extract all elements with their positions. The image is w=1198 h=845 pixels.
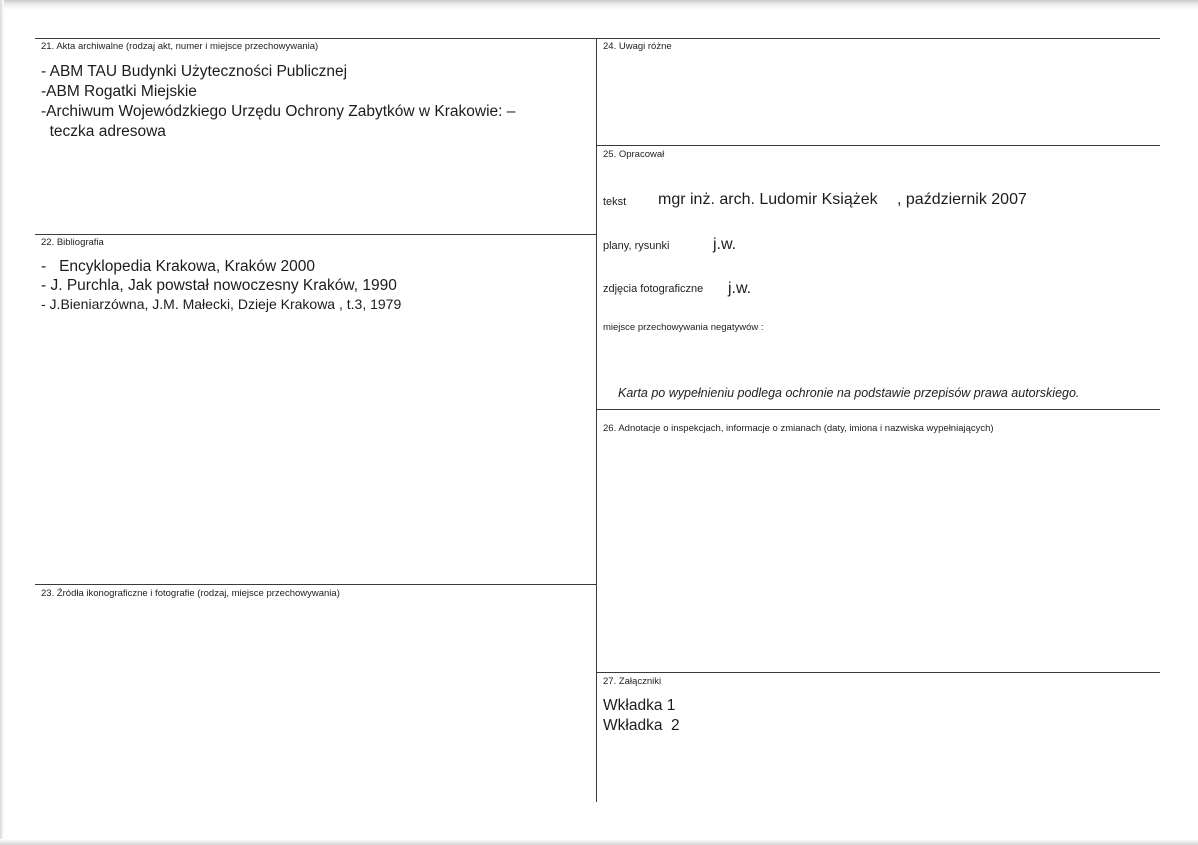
bibliography-item: - J.Bieniarzówna, J.M. Małecki, Dzieje Krakowa , t.3, 1979 [41,296,402,312]
archive-item: teczka adresowa [41,123,166,140]
zdjecia-value: j.w. [728,280,752,297]
negatywy-label: miejsce przechowywania negatywów : [603,322,764,333]
archive-item: -ABM Rogatki Miejskie [41,83,197,100]
section-22-label: 22. Bibliografia [41,237,104,248]
section-24-label: 24. Uwagi różne [603,41,672,52]
section-22-content [41,257,401,314]
rule-above-25 [596,145,1160,146]
plany-label: plany, rysunki [603,240,670,252]
archive-item: - ABM TAU Budynki Użyteczności Publicznej [41,63,348,80]
archive-item: -Archiwum Wojewódzkiego Urzędu Ochrony Zabytków w Krakowie: – [41,103,516,120]
section-21-label: 21. Akta archiwalne (rodzaj akt, numer i miejsce przechowywania) [41,41,319,52]
copyright-note: Karta po wypełnieniu podlega ochronie na podstawie przepisów prawa autorskiego. [618,386,1080,400]
top-rule-right [596,38,1160,39]
attachment-item: Wkładka 1 [603,697,676,714]
plany-value: j.w. [713,236,737,253]
section-25-label: 25. Opracował [603,149,665,160]
author-date: , październik 2007 [897,191,1027,208]
tekst-label: tekst [603,196,627,208]
zdjecia-label: zdjęcia fotograficzne [603,283,704,295]
bibliography-item: - J. Purchla, Jak powstał nowoczesny Kraków, 1990 [41,277,397,294]
section-21-content [41,62,515,142]
section-23-label: 23. Źródła ikonograficzne i fotografie (rodzaj, miejsce przechowywania) [41,588,340,599]
top-rule-left [35,38,596,39]
attachments-list [603,696,680,736]
rule-above-23 [35,584,596,585]
rule-above-22 [35,234,596,235]
author-name: mgr inż. arch. Ludomir Książek [658,191,878,208]
scan-edge-left [0,0,4,845]
section-27-label: 27. Załączniki [603,676,662,687]
attachment-item: Wkładka 2 [603,717,680,734]
rule-above-27 [596,672,1160,673]
scan-edge-bottom [0,839,1198,845]
rule-above-26 [596,409,1160,410]
center-divider [596,38,597,802]
section-26-label: 26. Adnotacje o inspekcjach, informacje o zmianach (daty, imiona i nazwiska wypełniających) [603,423,994,434]
bibliography-item: - Encyklopedia Krakowa, Kraków 2000 [41,258,315,275]
